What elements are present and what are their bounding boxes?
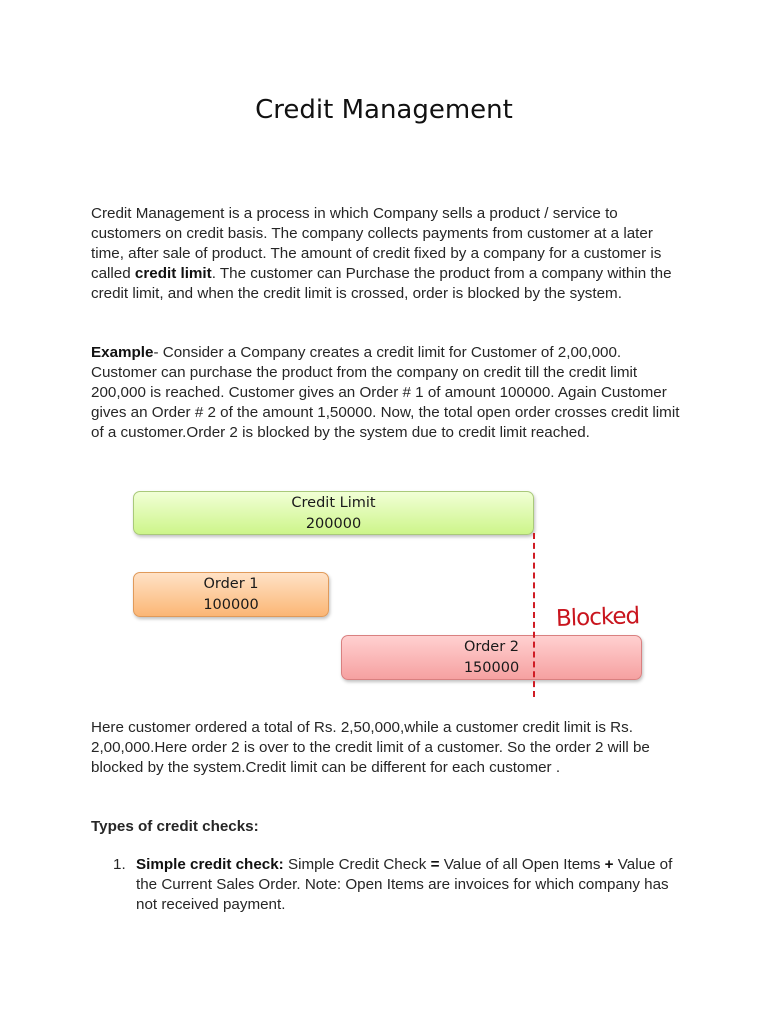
list-item-text-b: Value of all Open Items bbox=[439, 856, 605, 873]
credit-limit-threshold-line bbox=[533, 533, 535, 697]
order2-label: Order 2 bbox=[463, 639, 520, 655]
order2-value: 150000 bbox=[463, 660, 520, 676]
example-paragraph bbox=[91, 343, 681, 443]
types-heading: Types of credit checks: bbox=[91, 818, 259, 835]
intro-text-2: . The customer can Purchase the product from a company within the credit limit, and when the credit limit is crossed, order is blocked by the system. bbox=[91, 265, 672, 303]
credit-limit-term: credit limit bbox=[134, 265, 212, 283]
example-label: Example bbox=[91, 344, 154, 361]
example-text: - Consider a Company creates a credit limit for Customer of 2,00,000. Customer can purchase the product from the company on credit till the credit limit 200,000 is reached. Customer gives an Order # 1 of amount 100000. Again Customer gives an Order # 2 of the amount 1,50000. Now, the total open order crosses credit limit of a customer.Order 2 is blocked by the system due to credit limit reached. bbox=[91, 344, 680, 442]
blocked-label: Blocked bbox=[555, 603, 640, 632]
list-item-term: Simple credit check: bbox=[136, 856, 284, 873]
list-item-number: 1. bbox=[113, 856, 126, 873]
intro-text-1: Credit Management is a process in which Company sells a product / service to customers on credit basis. The company collects payments from customer at a later time, after sale of product. The amount of credit fixed by a company for a customer is called bbox=[91, 205, 662, 283]
list-item-text-c: Value of the Current Sales Order. Note: Open Items are invoices for which company has not received payment. bbox=[136, 856, 673, 914]
order2-box bbox=[341, 635, 642, 680]
credit-limit-label: Credit Limit bbox=[291, 495, 376, 511]
page-title: Credit Management bbox=[255, 95, 513, 125]
credit-limit-box bbox=[133, 491, 534, 535]
credit-limit-value: 200000 bbox=[305, 516, 362, 532]
list-item-text-a: Simple Credit Check bbox=[283, 856, 431, 873]
plus-operator: + bbox=[604, 856, 614, 873]
order1-value: 100000 bbox=[203, 597, 259, 613]
order1-label: Order 1 bbox=[203, 576, 259, 592]
list-item bbox=[136, 855, 676, 915]
intro-paragraph bbox=[91, 204, 681, 304]
explanation-paragraph: Here customer ordered a total of Rs. 2,50,000,while a customer credit limit is Rs. 2,00,000.Here order 2 is over to the credit limit of a customer. So the order 2 will be blocked by the system.Credit limit can be different for each customer . bbox=[91, 719, 650, 777]
equals-operator: = bbox=[430, 856, 440, 873]
order1-box bbox=[133, 572, 329, 617]
